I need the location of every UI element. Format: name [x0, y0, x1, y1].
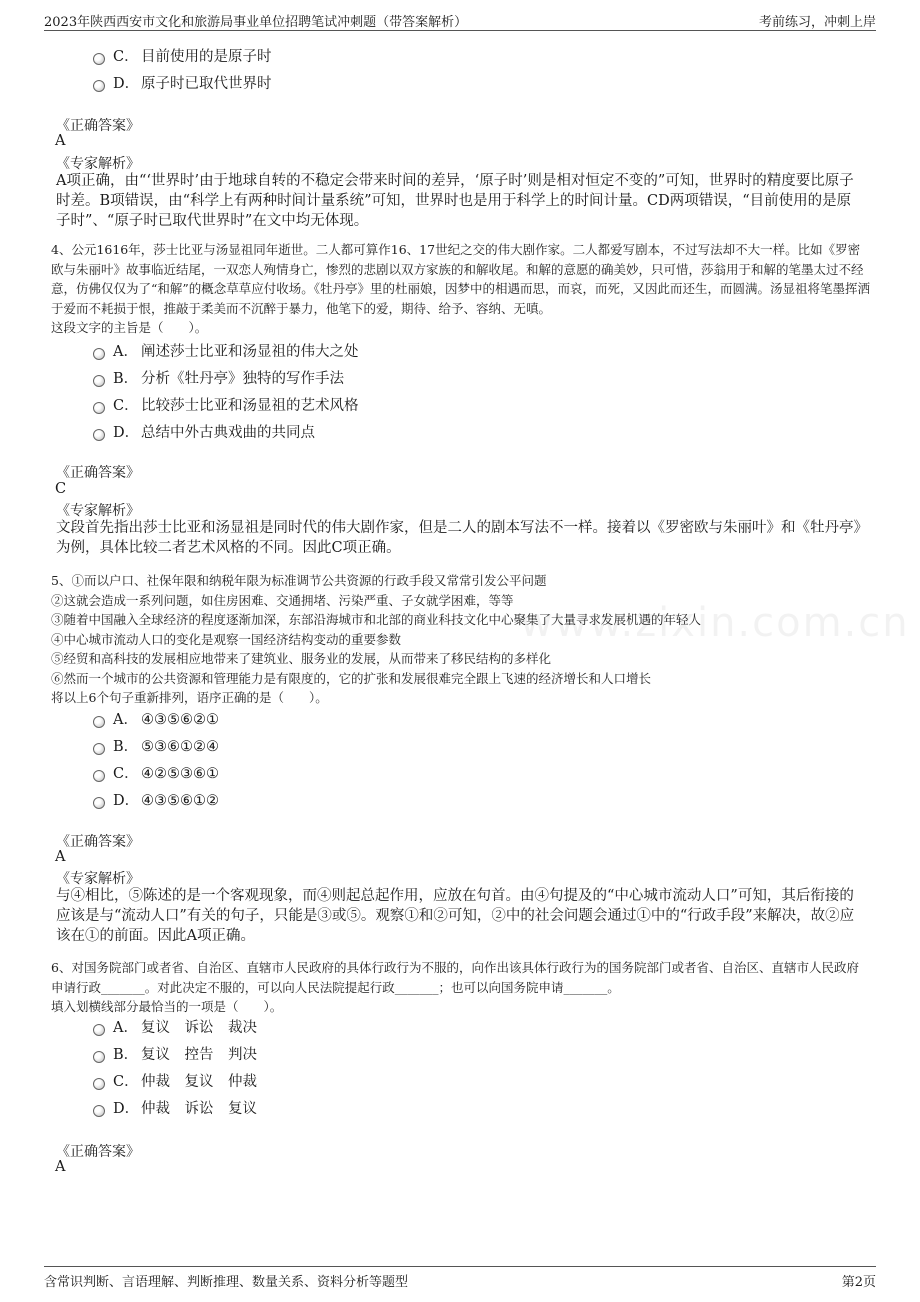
radio-icon[interactable] [93, 1024, 105, 1036]
answer-label: 《正确答案》 [56, 465, 140, 481]
analysis-text: 文段首先指出莎士比亚和汤显祖是同时代的伟大剧作家，但是二人的剧本写法不一样。接着以《罗密欧与朱丽叶》和《牡丹亭》为例，具体比较二者艺术风格的不同。因此C项正确。 [56, 520, 861, 556]
option-b[interactable]: B． 复议 控告 判决 [93, 1043, 257, 1065]
analysis-label: 《专家解析》 [56, 156, 140, 172]
page-number: 第2页 [841, 1275, 876, 1290]
analysis-text: A项正确，由“‘世界时’由于地球自转的不稳定会带来时间的差异，‘原子时’则是相对恒定不变的”可知，世界时的精度要比原子时差。B项错误，由“科学上有两种时间计量系统”可知，世界时也是用于科学上的时间计量。CD两项错误，“目前使用的是原子时”、“原子时已取代世界时”在文中均无体现。 [56, 173, 854, 229]
option-a[interactable]: A． ④③⑤⑥②① [93, 708, 219, 730]
question-stem: 4、公元1616年，莎士比亚与汤显祖同年逝世。二人都可算作16、17世纪之交的伟大剧作家。二人都爱写剧本，不过写法却不大一样。比如《罗密欧与朱丽叶》故事临近结尾，一双恋人殉情身亡，惨烈的悲剧以双方家族的和解收尾。和解的意愿的确美妙，只可惜，莎翁用于和解的笔墨太过不经意，仿佛仅仅为了“和解”的概念草草应付收场。《牡丹亭》里的杜丽娘，因梦中的相遇而思，而哀，而死，又因此而还生，而圆满。汤显祖将笔墨挥洒于爱而不耗损于恨，推敲于柔美而不沉醉于暴力，他笔下的爱，期待、给予、容纳、无嗔。 [51, 242, 871, 316]
radio-icon[interactable] [93, 429, 105, 441]
answer-label: 《正确答案》 [56, 1144, 140, 1160]
option-d[interactable]: D． 仲裁 诉讼 复议 [93, 1097, 257, 1119]
option-a[interactable]: A． 阐述莎士比亚和汤显祖的伟大之处 [93, 340, 359, 362]
radio-icon[interactable] [93, 375, 105, 387]
document-title: 2023年陕西西安市文化和旅游局事业单位招聘笔试冲刺题（带答案解析） [44, 15, 468, 30]
footer-categories: 含常识判断、言语理解、判断推理、数量关系、资料分析等题型 [44, 1275, 409, 1290]
option-b[interactable]: B． ⑤③⑥①②④ [93, 735, 219, 757]
sentence-5: ⑤经贸和高科技的发展相应地带来了建筑业、服务业的发展，从而带来了移民结构的多样化 [51, 651, 552, 666]
radio-icon[interactable] [93, 1051, 105, 1063]
analysis-label: 《专家解析》 [56, 871, 140, 887]
option-d[interactable]: D． ④③⑤⑥①② [93, 789, 219, 811]
option-d[interactable]: D． 总结中外古典戏曲的共同点 [93, 421, 315, 443]
sentence-4: ④中心城市流动人口的变化是观察一国经济结构变动的重要参数 [51, 632, 402, 647]
correct-answer: A [55, 133, 66, 149]
watermark: www.zixin.com.cn [520, 600, 910, 646]
radio-icon[interactable] [93, 797, 105, 809]
option-d[interactable]: D． 原子时已取代世界时 [93, 72, 272, 94]
analysis-label: 《专家解析》 [56, 503, 140, 519]
question-prompt: 填入划横线部分最恰当的一项是（ ）。 [51, 999, 283, 1014]
question-stem: 6、对国务院部门或者省、自治区、直辖市人民政府的具体行政行为不服的，向作出该具体行政行为的国务院部门或者省、自治区、直辖市人民政府申请行政_______。对此决定不服的，可以向人民法院提起行政_______；也可以向国务院申请_______。 [51, 960, 859, 995]
radio-icon[interactable] [93, 743, 105, 755]
correct-answer: A [55, 1159, 66, 1175]
radio-icon[interactable] [93, 402, 105, 414]
radio-icon[interactable] [93, 348, 105, 360]
question-prompt: 将以上6个句子重新排列，语序正确的是（ ）。 [51, 690, 328, 705]
sentence-6: ⑥然而一个城市的公共资源和管理能力是有限度的，它的扩张和发展很难完全跟上飞速的经济增长和人口增长 [51, 671, 652, 686]
analysis-text: 与④相比，⑤陈述的是一个客观现象，而④则起总起作用，应放在句首。由④句提及的“中心城市流动人口”可知，其后衔接的应该是与“流动人口”有关的句子，只能是③或⑤。观察①和②可知，②中的社会问题会通过①中的“行政手段”来解决，故②应该在①的前面。因此A项正确。 [56, 888, 855, 944]
option-c[interactable]: C． 比较莎士比亚和汤显祖的艺术风格 [93, 394, 359, 416]
radio-icon[interactable] [93, 53, 105, 65]
answer-label: 《正确答案》 [56, 118, 140, 134]
option-c[interactable]: C． 目前使用的是原子时 [93, 45, 272, 67]
radio-icon[interactable] [93, 770, 105, 782]
option-a[interactable]: A． 复议 诉讼 裁决 [93, 1016, 257, 1038]
option-c[interactable]: C． ④②⑤③⑥① [93, 762, 219, 784]
page-footer [44, 1266, 876, 1293]
sentence-2: ②这就会造成一系列问题，如住房困难、交通拥堵、污染严重、子女就学困难，等等 [51, 593, 514, 608]
option-b[interactable]: B． 分析《牡丹亭》独特的写作手法 [93, 367, 344, 389]
question-prompt: 这段文字的主旨是（ ）。 [51, 320, 208, 335]
sentence-3: ③随着中国融入全球经济的程度逐渐加深，东部沿海城市和北部的商业科技文化中心聚集了大量寻求发展机遇的年轻人 [51, 612, 702, 627]
option-c[interactable]: C． 仲裁 复议 仲裁 [93, 1070, 257, 1092]
correct-answer: C [55, 481, 67, 497]
radio-icon[interactable] [93, 1078, 105, 1090]
page-header [44, 8, 876, 31]
answer-label: 《正确答案》 [56, 834, 140, 850]
radio-icon[interactable] [93, 716, 105, 728]
correct-answer: A [55, 849, 66, 865]
question-stem: 5、①而以户口、社保年限和纳税年限为标准调节公共资源的行政手段又常常引发公平问题 [51, 573, 547, 588]
header-slogan: 考前练习，冲刺上岸 [758, 15, 876, 30]
radio-icon[interactable] [93, 1105, 105, 1117]
radio-icon[interactable] [93, 80, 105, 92]
